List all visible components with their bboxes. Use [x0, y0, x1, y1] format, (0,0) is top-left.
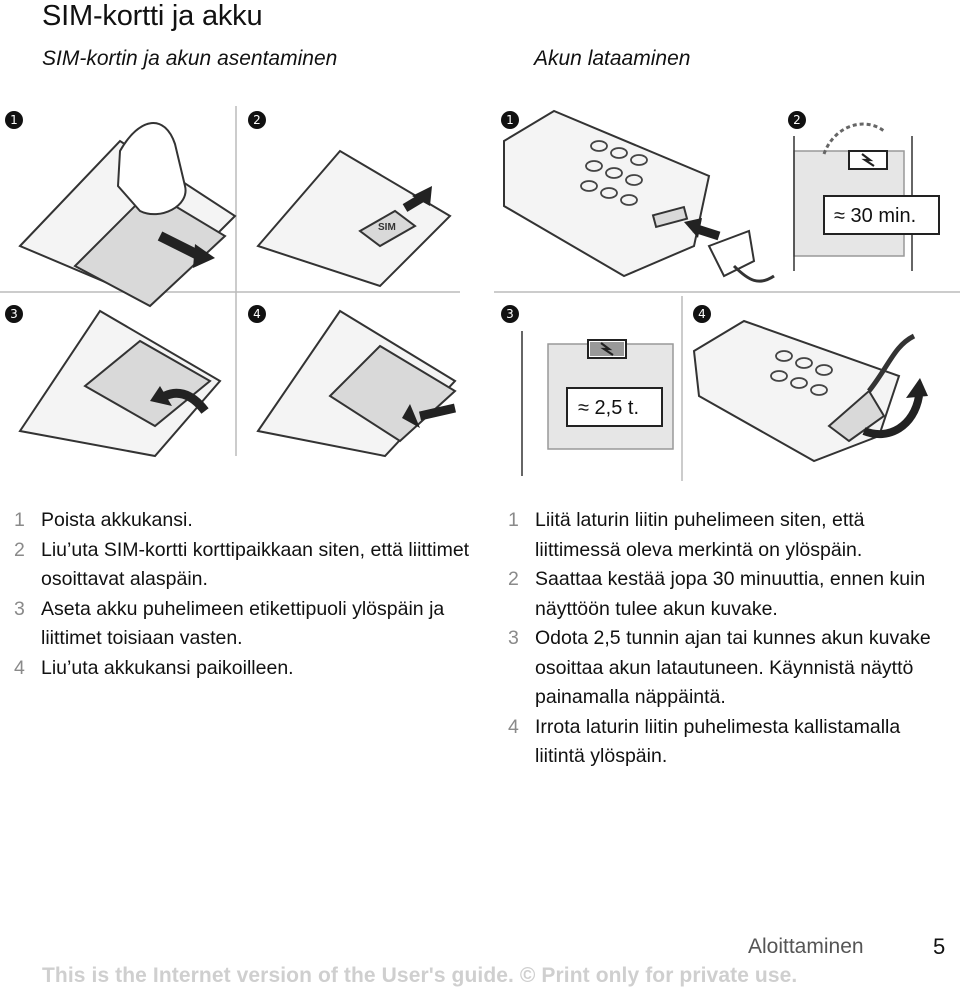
svg-text:SIM: SIM — [378, 222, 396, 233]
step-number: 1 — [508, 509, 519, 531]
step-text: Aseta akku puhelimeen etikettipuoli ylöspäin ja liittimet toisiaan vasten. — [41, 597, 445, 649]
list-item — [508, 506, 953, 565]
page-number: 5 — [933, 934, 946, 959]
panel-4-disconnect-charger — [693, 305, 928, 461]
step-number: 2 — [14, 538, 25, 561]
step-text: Poista akkukansi. — [41, 509, 193, 531]
step-text: Liu’uta akkukansi paikoilleen. — [41, 656, 294, 679]
step-number: 4 — [14, 656, 25, 679]
svg-text:1: 1 — [506, 113, 514, 127]
list-item — [14, 595, 474, 654]
panel-4-slide-cover — [248, 305, 455, 456]
install-illustration — [0, 96, 470, 476]
step-text: Saattaa kestää jopa 30 minuuttia, ennen kuin näyttöön tulee akun kuvake. — [535, 568, 926, 620]
step-text: Liu’uta SIM-kortti korttipaikkaan siten, että liittimet osoittavat alaspäin. — [41, 538, 470, 590]
svg-text:3: 3 — [506, 307, 514, 321]
panel-3-insert-battery — [5, 305, 220, 456]
svg-text:4: 4 — [253, 307, 261, 321]
panel-1-remove-cover — [5, 111, 235, 306]
charging-illustration — [494, 96, 960, 476]
panel-2-charging-30min — [788, 111, 939, 271]
step-text: Odota 2,5 tunnin ajan tai kunnes akun kuvake osoittaa akun latautuneen. Käynnistä näyttö painamalla näppäintä. — [535, 627, 931, 708]
list-item — [14, 506, 474, 536]
svg-text:2: 2 — [793, 113, 801, 127]
list-item — [14, 654, 474, 684]
step-text: Liitä laturin liitin puhelimeen siten, että liittimessä oleva merkintä on ylöspäin. — [535, 509, 865, 561]
svg-text:≈ 30 min.: ≈ 30 min. — [834, 205, 917, 227]
step-number: 3 — [508, 627, 519, 649]
list-item — [14, 536, 474, 595]
list-item — [508, 565, 953, 624]
step-number: 2 — [508, 568, 519, 590]
page-title: SIM-kortti ja akku — [42, 0, 263, 32]
svg-text:2: 2 — [253, 113, 261, 127]
step-number: 1 — [14, 509, 25, 531]
step-number: 4 — [508, 715, 519, 738]
footer-section-name: Aloittaminen — [748, 935, 864, 958]
step-number: 3 — [14, 597, 25, 620]
step-text: Irrota laturin liitin puhelimesta kallistamalla liitintä ylöspäin. — [535, 715, 901, 767]
svg-text:≈ 2,5 t.: ≈ 2,5 t. — [578, 397, 640, 419]
section-subtitle-charging: Akun lataaminen — [534, 47, 691, 70]
panel-2-insert-sim — [248, 111, 450, 286]
list-item — [508, 624, 953, 713]
svg-text:3: 3 — [10, 307, 18, 321]
section-subtitle-install: SIM-kortin ja akun asentaminen — [42, 47, 338, 70]
install-steps-list — [14, 506, 474, 683]
list-item — [508, 713, 953, 772]
watermark-notice: This is the Internet version of the User's guide. © Print only for private use. — [42, 964, 798, 987]
svg-text:4: 4 — [698, 307, 706, 321]
panel-1-connect-charger — [501, 111, 774, 281]
panel-3-charging-full — [501, 305, 673, 476]
charging-steps-list — [508, 506, 953, 772]
svg-text:1: 1 — [10, 113, 18, 127]
